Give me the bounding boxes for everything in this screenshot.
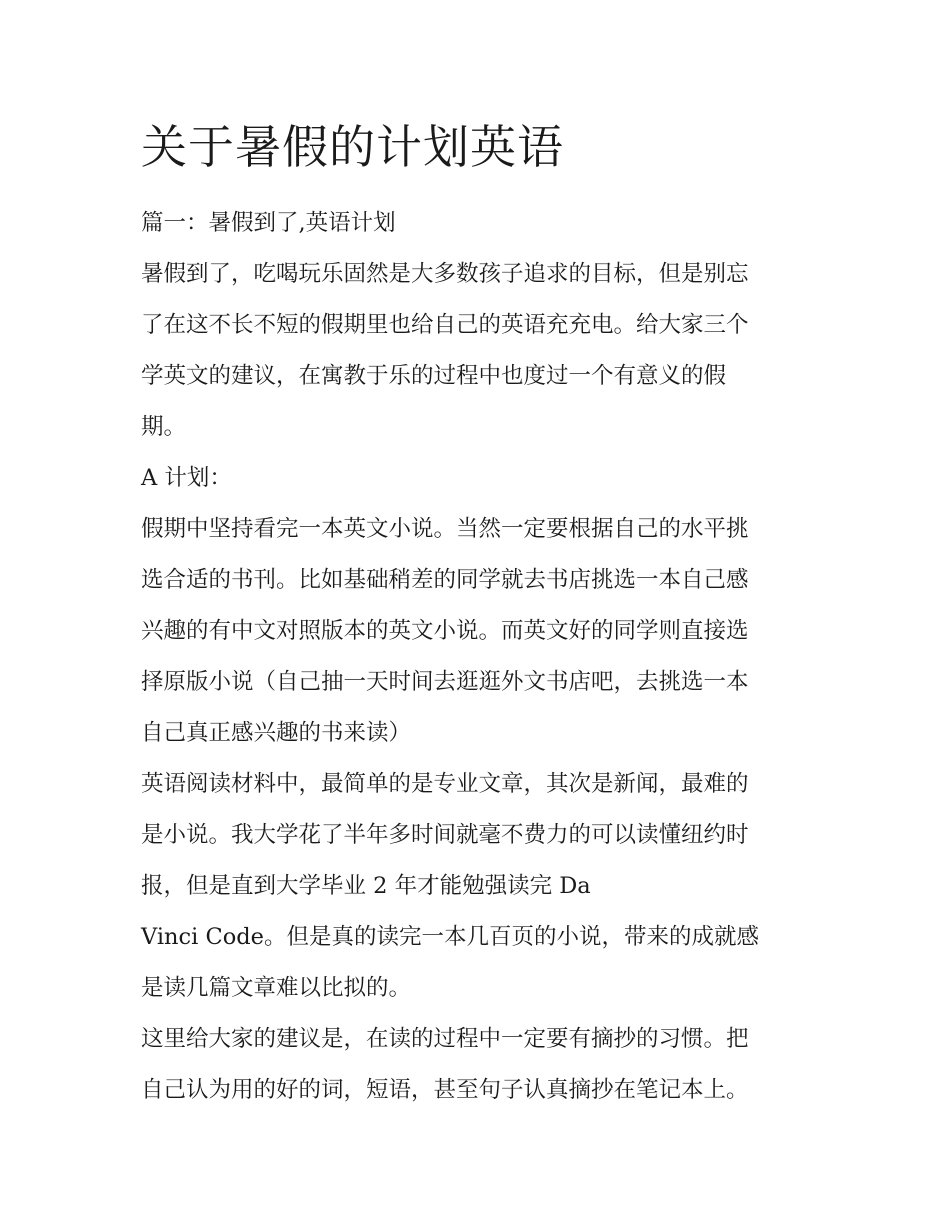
paragraph-line: 这里给大家的建议是，在读的过程中一定要有摘抄的习惯。把 [141, 1026, 749, 1052]
paragraph-line: 兴趣的有中文对照版本的英文小说。而英文好的同学则直接选 [141, 618, 749, 644]
plan-a-heading: A 计划： [141, 465, 232, 491]
paragraph-line: 自己真正感兴趣的书来读） [141, 720, 412, 746]
paragraph-line: 了在这不长不短的假期里也给自己的英语充充电。给大家三个 [141, 312, 749, 338]
paragraph-line: 暑假到了，吃喝玩乐固然是大多数孩子追求的目标，但是别忘 [141, 261, 749, 287]
paragraph-line: 是小说。我大学花了半年多时间就毫不费力的可以读懂纽约时 [141, 822, 749, 848]
document-page [141, 110, 821, 1116]
paragraph-line: 选合适的书刊。比如基础稍差的同学就去书店挑选一本自己感 [141, 567, 749, 593]
paragraph-line: 报，但是直到大学毕业 2 年才能勉强读完 Da [141, 873, 591, 899]
paragraph-line: 自己认为用的好的词，短语，甚至句子认真摘抄在笔记本上。 [141, 1077, 749, 1103]
paragraph-line: 期。 [141, 414, 187, 440]
document-title: 关于暑假的计划英语 [141, 120, 564, 174]
paragraph-line: 是读几篇文章难以比拟的。 [141, 975, 412, 1001]
section-heading: 篇一：暑假到了,英语计划 [141, 210, 396, 236]
paragraph-line: 学英文的建议，在寓教于乐的过程中也度过一个有意义的假 [141, 363, 727, 389]
paragraph-line: 英语阅读材料中，最简单的是专业文章，其次是新闻，最难的 [141, 771, 749, 797]
paragraph-line: 择原版小说（自己抽一天时间去逛逛外文书店吧，去挑选一本 [141, 669, 749, 695]
paragraph-line: Vinci Code。但是真的读完一本几百页的小说，带来的成就感 [141, 924, 759, 950]
paragraph-line: 假期中坚持看完一本英文小说。当然一定要根据自己的水平挑 [141, 516, 749, 542]
